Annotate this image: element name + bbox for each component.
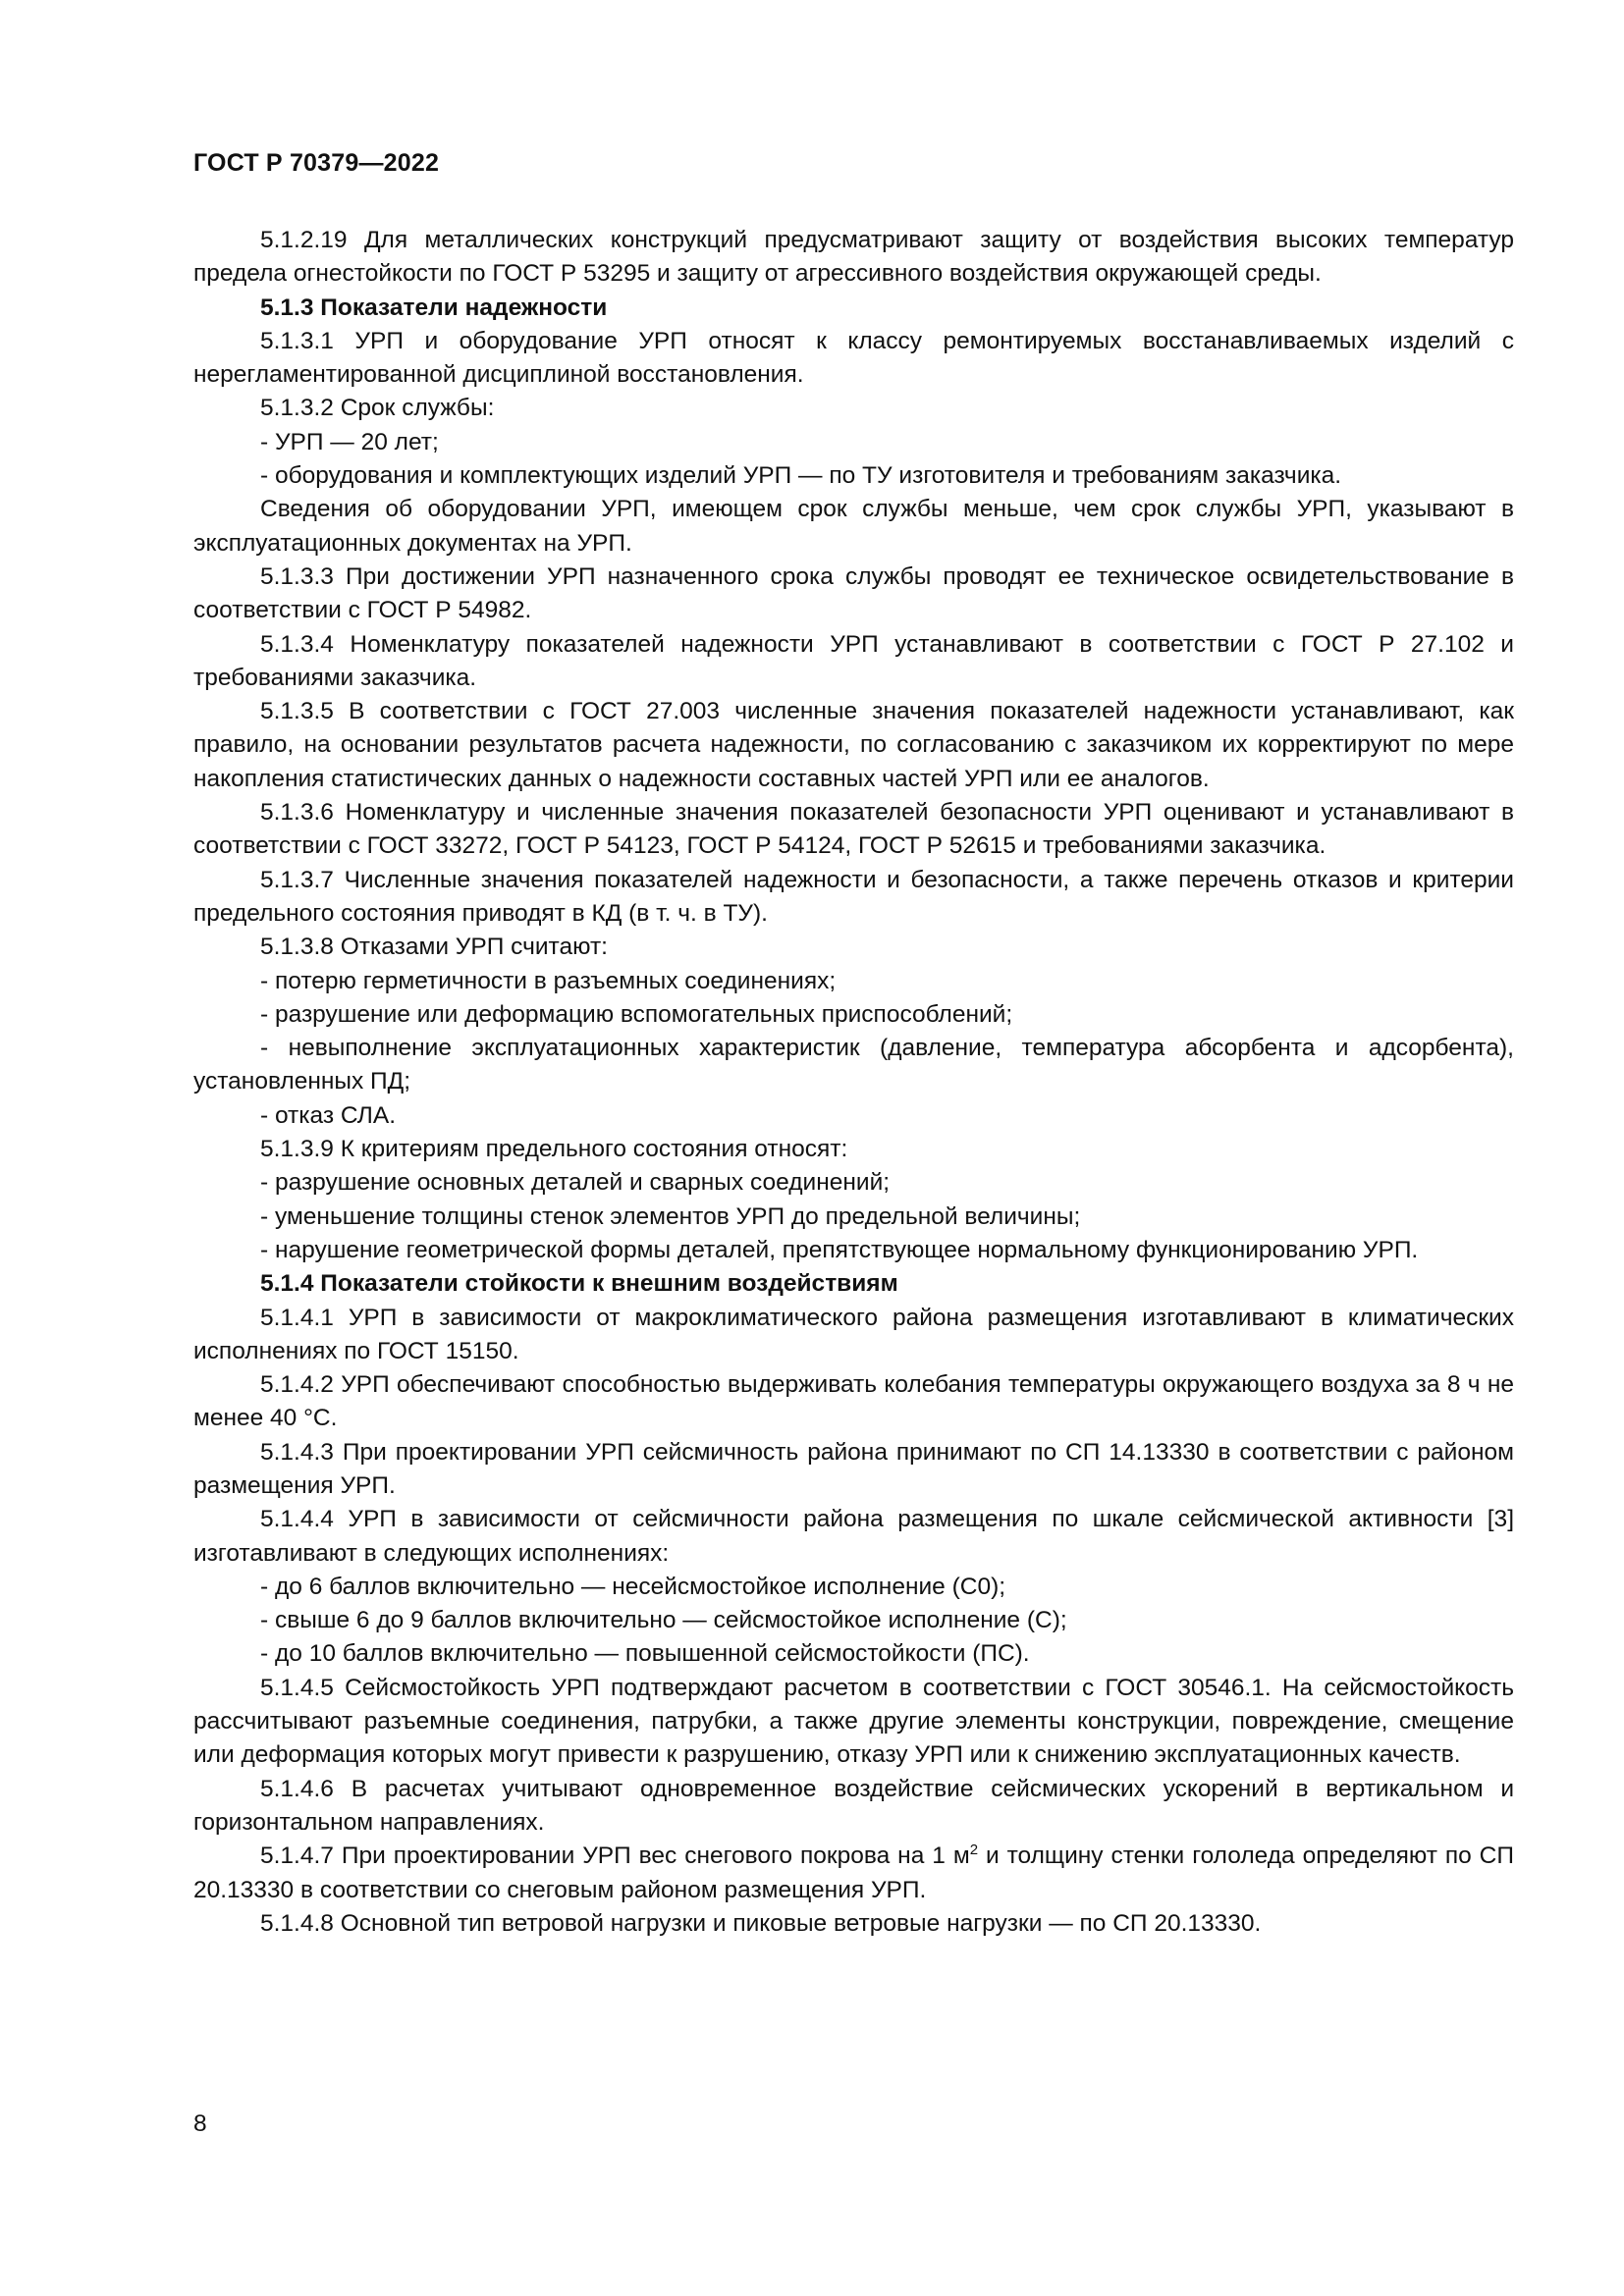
paragraph: 5.1.4.6 В расчетах учитывают одновременное воздействие сейсмических ускорений в вертикальном и горизонтальном направлениях. [193,1775,1514,1836]
list-item: - свыше 6 до 9 баллов включительно — сейсмостойкое исполнение (С); [260,1607,1067,1634]
paragraph-text: и толщину стенки гололеда определяют по СП 20.13330 в соответствии со снеговым районом размещения УРП. [193,1842,1514,1903]
paragraph [193,1840,1514,1907]
list-item: - потерю герметичности в разъемных соединениях; [260,967,837,994]
document-body [193,224,1514,1941]
section-heading: 5.1.4 Показатели стойкости к внешним воздействиям [260,1270,898,1298]
list-item: - невыполнение эксплуатационных характеристик (давление, температура абсорбента и адсорбента), установленных ПД; [193,1035,1514,1095]
paragraph: 5.1.4.8 Основной тип ветровой нагрузки и пиковые ветровые нагрузки — по СП 20.13330. [260,1909,1262,1937]
paragraph-text: 5.1.4.7 При проектировании УРП вес снегового покрова на 1 м [260,1842,970,1870]
paragraph: 5.1.3.9 К критериям предельного состояния относят: [260,1136,848,1163]
list-item: - нарушение геометрической формы деталей, препятствующее нормальному функционированию УРП. [260,1236,1419,1263]
paragraph: 5.1.4.4 УРП в зависимости от сейсмичности района размещения по шкале сейсмической активности [3] изготавливают в следующих исполнениях: [193,1506,1514,1567]
section-heading: 5.1.3 Показатели надежности [260,294,608,321]
paragraph: 5.1.3.2 Срок службы: [260,395,495,422]
paragraph: 5.1.3.7 Численные значения показателей надежности и безопасности, а также перечень отказов и критерии предельного состояния приводят в КД (в т. ч. в ТУ). [193,866,1514,927]
paragraph: 5.1.3.3 При достижении УРП назначенного срока службы проводят ее техническое освидетельствование в соответствии с ГОСТ Р 54982. [193,562,1514,624]
list-item: - до 6 баллов включительно — несейсмостойкое исполнение (С0); [260,1573,1006,1600]
paragraph: 5.1.3.5 В соответствии с ГОСТ 27.003 численные значения показателей надежности устанавливают, как правило, на основании результатов расчета надежности, по согласованию с заказчиком их корректируют по мере накопления статистических данных о надежности составных частей УРП или ее аналогов. [193,698,1514,792]
list-item: - разрушение или деформацию вспомогательных приспособлений; [260,1000,1013,1028]
paragraph: 5.1.3.6 Номенклатуру и численные значения показателей безопасности УРП оценивают и устанавливают в соответствии с ГОСТ 33272, ГОСТ Р 54123, ГОСТ Р 54124, ГОСТ Р 52615 и требованиями заказчика. [193,799,1514,860]
list-item: - уменьшение толщины стенок элементов УРП до предельной величины; [260,1202,1081,1230]
paragraph: 5.1.3.1 УРП и оборудование УРП относят к классу ремонтируемых восстанавливаемых изделий с нерегламентированной дисциплиной восстановления. [193,327,1514,389]
paragraph: 5.1.4.1 УРП в зависимости от макроклиматического района размещения изготавливают в климатических исполнениях по ГОСТ 15150. [193,1304,1514,1364]
paragraph: 5.1.4.2 УРП обеспечивают способностью выдерживать колебания температуры окружающего воздуха за 8 ч не менее 40 °С. [193,1371,1514,1432]
list-item: - разрушение основных деталей и сварных соединений; [260,1169,891,1197]
superscript: 2 [969,1842,979,1859]
document-header: ГОСТ Р 70379—2022 [193,149,440,177]
paragraph: Сведения об оборудовании УРП, имеющем срок службы меньше, чем срок службы УРП, указывают в эксплуатационных документах на УРП. [193,496,1514,557]
paragraph: 5.1.3.8 Отказами УРП считают: [260,934,608,961]
list-item: - отказ СЛА. [260,1101,397,1129]
paragraph: 5.1.4.3 При проектировании УРП сейсмичность района принимают по СП 14.13330 в соответствии с районом размещения УРП. [193,1438,1514,1499]
list-item: - оборудования и комплектующих изделий УРП — по ТУ изготовителя и требованиям заказчика. [260,462,1342,490]
paragraph: 5.1.4.5 Сейсмостойкость УРП подтверждают расчетом в соответствии с ГОСТ 30546.1. На сейсмостойкость рассчитывают разъемные соединения, патрубки, а также другие элементы конструкции, повреждение, смещение или деформация которых могут привести к разрушению, отказу УРП или к снижению эксплуатационных качеств. [193,1674,1514,1769]
list-item: - до 10 баллов включительно — повышенной сейсмостойкости (ПС). [260,1640,1030,1668]
paragraph: 5.1.3.4 Номенклатуру показателей надежности УРП устанавливают в соответствии с ГОСТ Р 27.102 и требованиями заказчика. [193,630,1514,691]
list-item: - УРП — 20 лет; [260,428,439,455]
paragraph: 5.1.2.19 Для металлических конструкций предусматривают защиту от воздействия высоких температур предела огнестойкости по ГОСТ Р 53295 и защиту от агрессивного воздействия окружающей среды. [193,227,1514,288]
page-number: 8 [193,2110,207,2137]
